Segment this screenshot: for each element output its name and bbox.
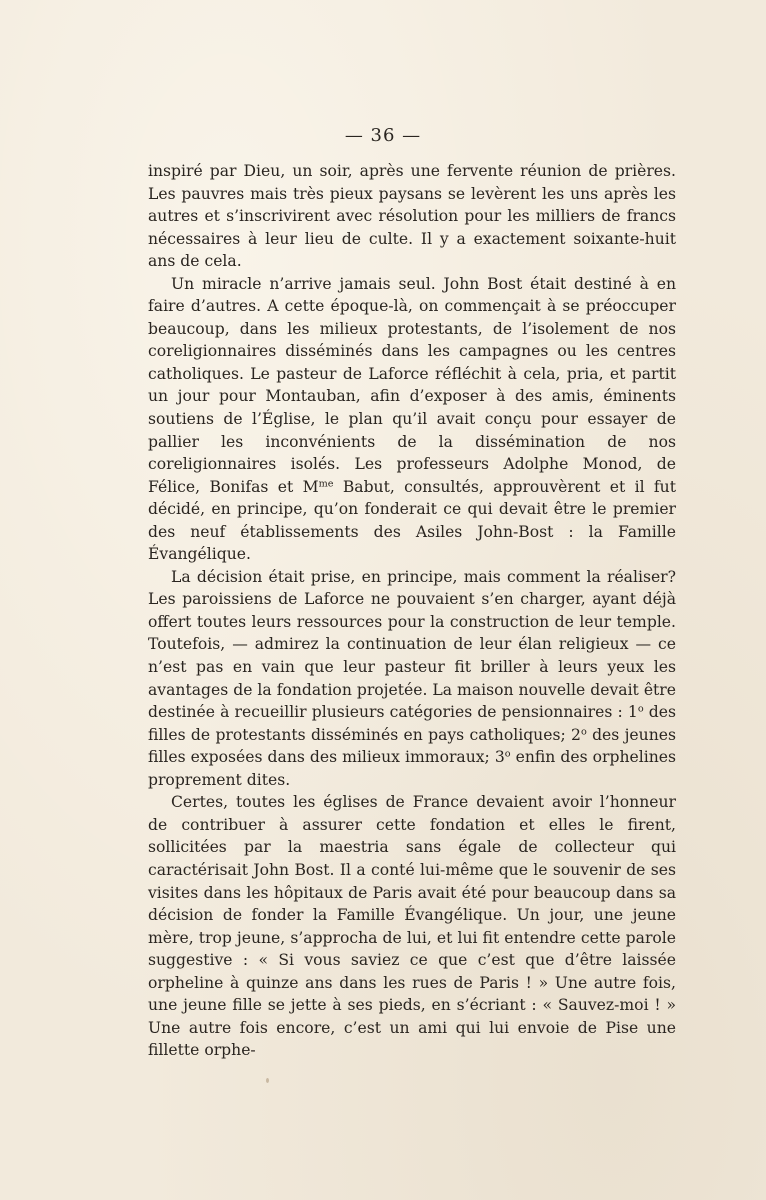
paragraph [148,566,676,791]
body-text [148,160,676,1062]
paragraph [148,160,676,273]
paragraph-text: enfin des orphelines proprement dites. [148,748,676,789]
paragraph-text: Certes, toutes les églises de France devaient avoir l’honneur de contribuer à assurer cette fondation et elles le firent, sollicitées par la maestria sans égale de collecteur qui caractérisait John Bost. Il a conté lui-même que le souvenir de ses visites dans les hôpitaux de Paris avait été pour beaucoup dans sa décision de fonder la Famille Évangélique. Un jour, une jeune mère, trop jeune, s’approcha de lui, et lui fit entendre cette parole suggestive : « Si vous saviez ce que c’est que d’être laissée orpheline à quinze ans dans les rues de Paris ! » Une autre fois, une jeune fille se jette à ses pieds, en s’écriant : « Sauvez-moi ! » Une autre fois encore, c’est un ami qui lui envoie de Pise une fillette orphe- [148,793,676,1060]
paragraph-text: Babut, consultés, approuvèrent et il fut décidé, en principe, qu’on fonderait ce qui devait être le premier des neuf établissements des Asiles John-Bost : la Famille Évangélique. [148,477,676,564]
paper-speck [266,1078,269,1083]
superscript: o [637,703,644,715]
paragraph-text: inspiré par Dieu, un soir, après une fervente réunion de prières. Les pauvres mais très pieux paysans se levèrent les uns après les autres et s’inscrivirent avec résolution pour les milliers de francs nécessaires à leur lieu de culte. Il y a exactement soixante-huit ans de cela. [148,162,676,271]
paragraph-text: des jeunes filles exposées dans des milieux immoraux; 3 [148,725,676,767]
superscript: me [318,478,334,490]
paragraph [148,791,676,1062]
paragraph-text: La décision était prise, en principe, mais comment la réaliser? Les paroissiens de Laforce ne pouvaient s’en charger, ayant déjà offert toutes leurs ressources pour la construction de leur temple. Toutefois, — admirez la continuation de leur élan religieux — ce n’est pas en vain que leur pasteur fit briller à leurs yeux les avantages de la fondation projetée. La maison nouvelle devait être destinée à recueillir plusieurs catégories de pensionnaires : 1 [148,567,676,722]
paragraph [148,273,676,566]
paragraph-text: des filles de protestants disséminés en pays catholiques; 2 [148,703,676,744]
superscript: o [580,726,587,738]
superscript: o [504,748,511,760]
paragraph-text: Un miracle n’arrive jamais seul. John Bost était destiné à en faire d’autres. A cette époque-là, on commençait à se préoccuper beaucoup, dans les milieux protestants, de l’isolement de nos coreligionnaires disséminés dans les campagnes ou les centres catholiques. Le pasteur de Laforce réfléchit à cela, pria, et partit un jour pour Montauban, afin d’exposer à des amis, éminents soutiens de l’Église, le plan qu’il avait conçu pour essayer de pallier les inconvénients de la dissémination de nos coreligionnaires isolés. Les professeurs Adolphe Monod, de Félice, Bonifas et M [148,274,676,496]
page-number: — 36 — [344,125,422,146]
